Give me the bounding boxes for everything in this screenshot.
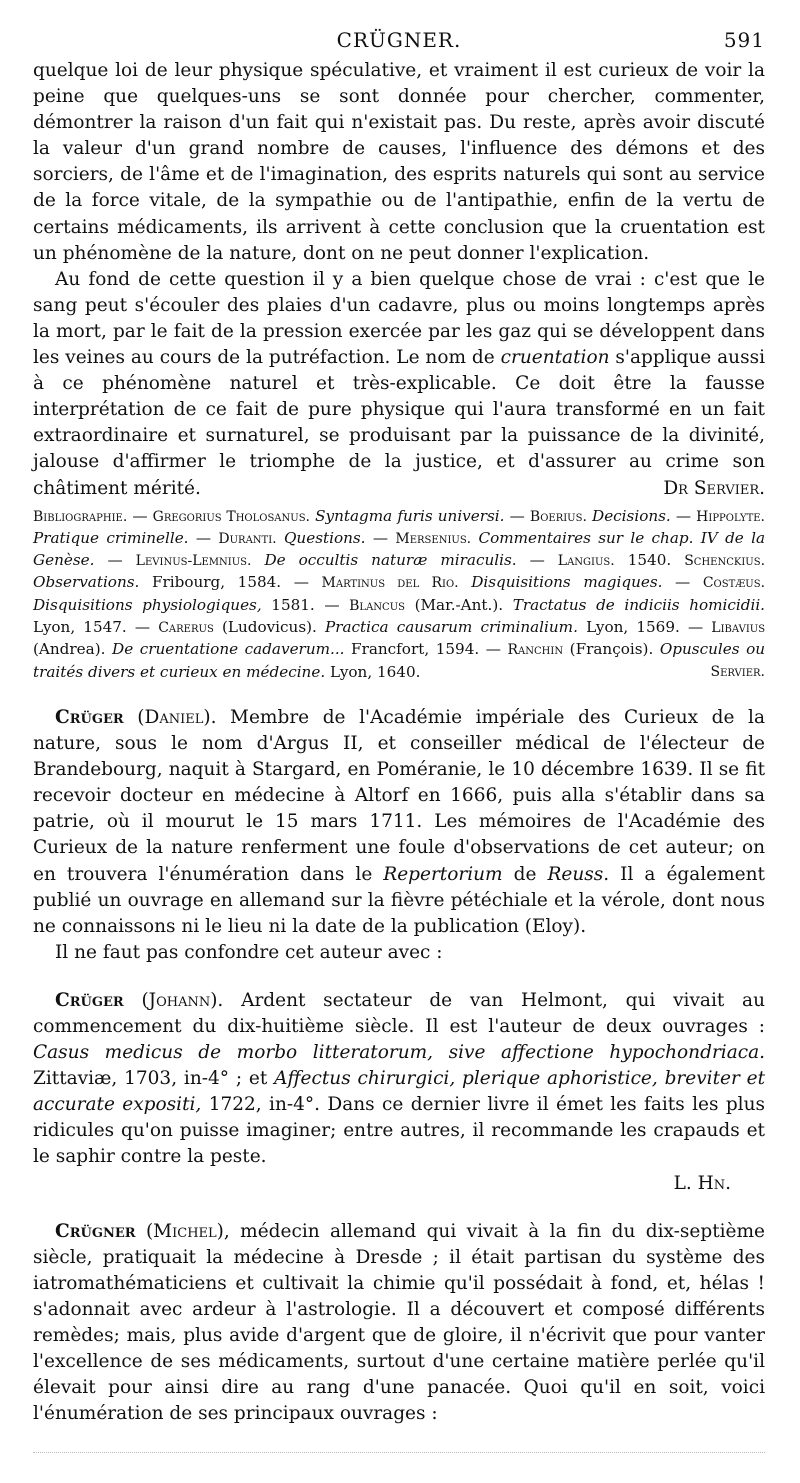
servier-paragraph-1: quelque loi de leur physique spéculative, et vraiment il est curieux de voir la peine que quelques-uns se sont donnée pour chercher, commenter, démontrer la raison d'un fait qui n'existait pas. Du reste, après avoir discuté la valeur d'un grand nombre de causes, l'influence des démons et des sorciers, de l'âme et de l'imagination, des esprits naturels qui sont au service de la force vitale, de la sympathie ou de l'antipathie, enfin de la vertu de certains médicaments, ils arrivent à cette conclusion que la cruentation est un phénomène de la nature, dont on ne peut donner l'explication. [33, 60, 765, 264]
entry-headword: Crügner [55, 1220, 136, 1242]
bibliography: Bibliographie. — Gregorius Tholosanus. Syntagma furis universi. — Boerius. Decisions. — Hippolyte. Pratique criminelle. — Duranti. Questions. — Mersenius. Commentaires sur le chap. IV de la Genèse. — Levinus-Lemnius. De occultis naturæ miraculis. — Langius. 1540. Schenckius. Observations. Fribourg, 1584. — Martinus del Rio. Disquisitions magiques. — Costæus. Disquisitions physiologiques, 1581. — Blancus (Mar.-Ant.). Tractatus de indiciis homicidii. Lyon, 1547. — Carerus (Ludovicus). Practica causarum criminalium. Lyon, 1569. — Libavius (Andrea). De cruentatione cadaverum... Francfort, 1594. — Ranchin (François). Opuscules ou traités divers et curieux en médecine. Lyon, 1640. Servier. [33, 506, 765, 683]
entry-headword: Crüger [55, 706, 124, 728]
entry-cruger-johann [33, 988, 765, 1197]
para2-text-a: Au fond de cette question il y a bien quelque chose de vrai : c'est que le sang peut s'écouler des plaies d'un cadavre, plus ou moins longtemps après la mort, par le fait de la pression exercée par les gaz qui se développent dans les veines au cours de la putréfaction. Le nom de [33, 268, 765, 369]
page-bottom-rule [33, 1452, 765, 1454]
para2-text-b: s'applique aussi à ce phénomène naturel et très-explicable. Ce doit être la fausse interprétation de ce fait de pure physique qui l'aura transformé en un fait extraordinaire et surnaturel, se produisant par la puissance de la divinité, jalouse d'affirmer le triomphe de la justice, et d'assurer au crime son châtiment mérité. [33, 347, 765, 499]
bibliography-label: Bibliographie. [33, 508, 128, 525]
entry-headword: Crüger [55, 989, 124, 1011]
daniel-note: Il ne faut pas confondre cet auteur avec : [55, 941, 443, 963]
servier-paragraph-2 [33, 267, 765, 502]
entry-cruger-daniel [33, 705, 765, 966]
bibliography-signature: Servier. [710, 663, 765, 680]
page-number: 591 [723, 28, 765, 52]
running-head [33, 28, 765, 58]
running-title: CRÜGNER. [336, 28, 462, 52]
johann-signature: L. Hn. [673, 1172, 731, 1194]
servier-signature: Dr Servier. [663, 477, 765, 499]
dictionary-page [33, 28, 765, 1427]
daniel-paragraph: Crüger (Daniel). Membre de l'Académie impériale des Curieux de la nature, sous le nom d'Argus II, et conseiller médical de l'électeur de Brandebourg, naquit à Stargard, en Poméranie, le 10 décembre 1639. Il se fit recevoir docteur en médecine à Altorf en 1666, puis alla s'établir dans sa patrie, où il mourut le 15 mars 1711. Les mémoires de l'Académie des Curieux de la nature renferment une foule d'observations de cet auteur; on en trouvera l'énumération dans le Repertorium de Reuss. Il a également publié un ouvrage en allemand sur la fièvre pétéchiale et la vérole, dont nous ne connaissons ni le lieu ni la date de la publication (Eloy). [33, 706, 765, 937]
para2-term: cruentation [500, 347, 610, 369]
entry-crugner-michel [33, 1219, 765, 1428]
johann-paragraph: Crüger (Johann). Ardent sectateur de van Helmont, qui vivait au commencement du dix-huitième siècle. Il est l'auteur de deux ouvrages : Casus medicus de morbo litteratorum, sive affectione hypochondriaca. Zittaviæ, 1703, in-4° ; et Affectus chirurgici, plerique aphoristice, breviter et accurate expositi, 1722, in-4°. Dans ce dernier livre il émet les faits les plus ridicules qu'on puisse imaginer; entre autres, il recommande les crapauds et le saphir contre la peste. [33, 989, 765, 1168]
michel-paragraph: Crügner (Michel), médecin allemand qui vivait à la fin du dix-septième siècle, pratiquait la médecine à Dresde ; il était partisan du système des iatromathématiciens et cultivait la chimie qu'il possédait à fond, et, hélas ! s'adonnait avec ardeur à l'astrologie. Il a découvert et composé différents remèdes; mais, plus avide d'argent que de gloire, il n'écrivit que pour vanter l'excellence de ses médicaments, surtout d'une certaine matière perlée qu'il élevait pour ainsi dire au rang d'une panacée. Quoi qu'il en soit, voici l'énumération de ses principaux ouvrages : [33, 1220, 765, 1425]
